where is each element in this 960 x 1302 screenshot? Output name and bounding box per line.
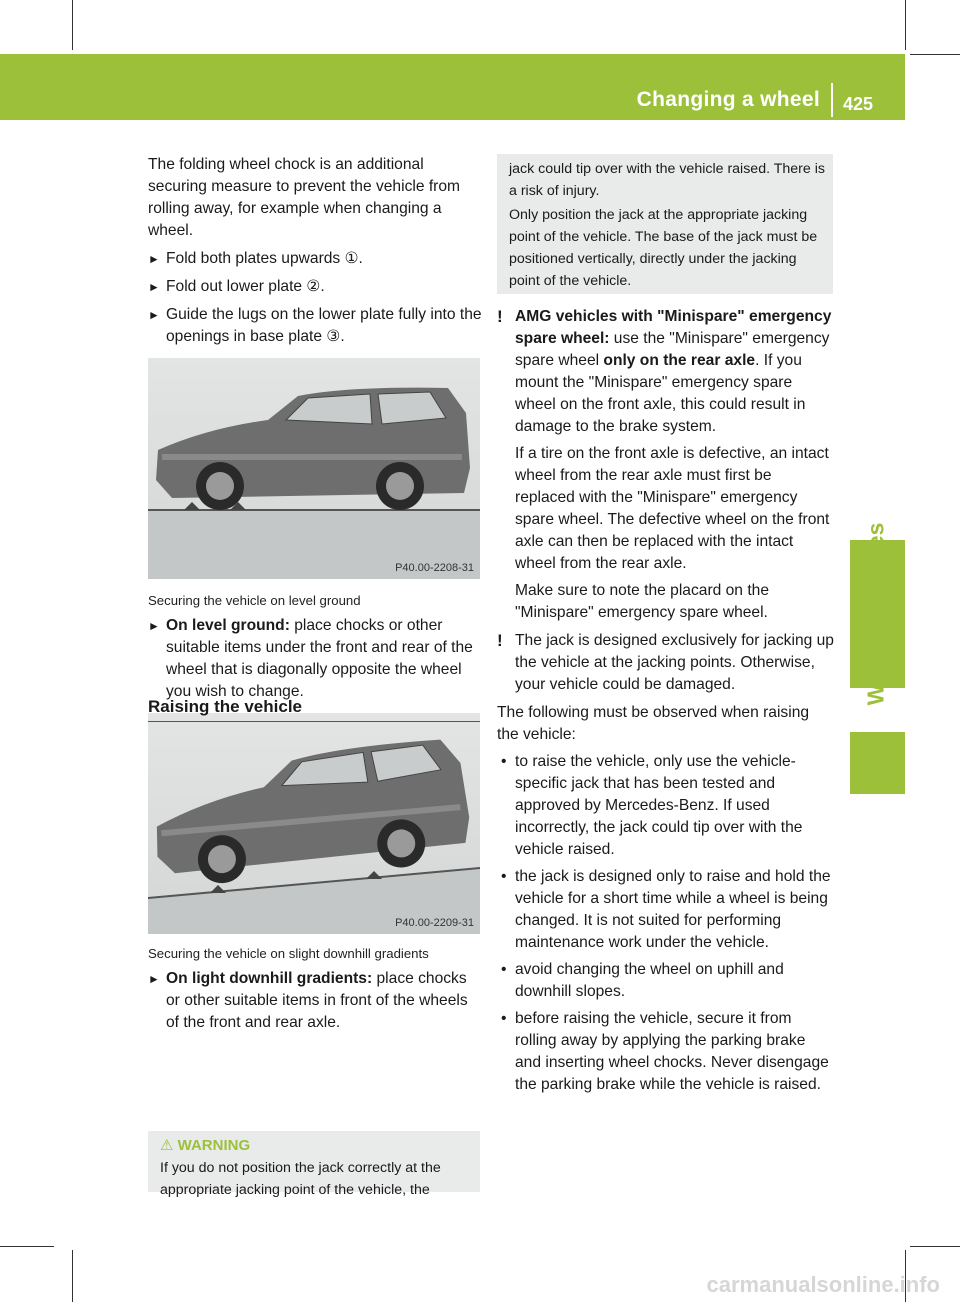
section-heading: Raising the vehicle xyxy=(148,697,302,716)
step-label: On level ground: xyxy=(166,617,290,634)
warning-heading xyxy=(160,1136,250,1154)
crop-mark xyxy=(905,0,906,50)
right-text-block xyxy=(497,306,835,1096)
note-text: use the "Minispare" emergency spare wheel xyxy=(515,330,830,369)
list-item xyxy=(497,959,835,1003)
page-number: 425 xyxy=(843,94,874,114)
warning-heading-text: WARNING xyxy=(177,1137,251,1154)
crop-mark xyxy=(72,1250,73,1302)
side-tab-label: Wheels and tires xyxy=(862,522,889,706)
list-item-text: the jack is designed only to raise and hold the vehicle for a short time while a wheel is being changed. It is not suited for performing maintenance work under the vehicle. xyxy=(515,868,831,951)
arrow-icon: ► xyxy=(148,972,160,986)
note-paragraph: Make sure to note the placard on the "Minispare" emergency spare wheel. xyxy=(515,582,769,621)
level-ground-step xyxy=(148,615,482,703)
note-jack-points xyxy=(497,630,835,696)
note-text: The jack is designed exclusively for jacking up the vehicle at the jacking points. Otherwise, your vehicle could be damaged. xyxy=(515,632,834,693)
step-label: On light downhill gradients: xyxy=(166,970,373,987)
crop-mark xyxy=(0,1246,54,1247)
step-item xyxy=(148,276,482,298)
left-intro-block xyxy=(148,154,482,348)
bullet-icon: • xyxy=(501,961,507,978)
list-item-text: before raising the vehicle, secure it from rolling away by applying the parking brake and inserting wheel chocks. Never disengage the parking brake while the vehicle is raised. xyxy=(515,1010,829,1093)
note-paragraph: If a tire on the front axle is defective, an intact wheel from the rear axle must first be replaced with the "Minispare" emergency spare wheel. The defective wheel on the front axle can then be replaced with the intact wheel from the rear axle. xyxy=(515,445,830,572)
step-text: Guide the lugs on the lower plate fully into the openings in base plate ③. xyxy=(166,306,482,345)
arrow-icon: ► xyxy=(148,308,160,322)
list-item-text: avoid changing the wheel on uphill and downhill slopes. xyxy=(515,961,784,1000)
arrow-icon: ► xyxy=(148,280,160,294)
list-item xyxy=(497,751,835,861)
note-amg-minispare xyxy=(497,306,835,624)
bullet-icon: • xyxy=(501,868,507,885)
list-item-text: to raise the vehicle, only use the vehicle-specific jack that has been tested and approved by Mercedes-Benz. If used incorrectly, the jack could tip over with the vehicle raised. xyxy=(515,753,803,858)
warning-icon: ⚠ xyxy=(160,1137,174,1154)
note-label: AMG vehicles with "Minispare" emergency spare wheel: xyxy=(515,308,832,347)
step-text: Fold out lower plate ②. xyxy=(166,278,325,295)
step-item xyxy=(148,968,482,1034)
crop-mark xyxy=(72,0,73,50)
notice-icon: ! xyxy=(497,307,503,326)
downhill-step xyxy=(148,968,482,1034)
vehicle-level-ground-image xyxy=(148,358,480,579)
notice-icon: ! xyxy=(497,631,503,650)
warning-box xyxy=(148,1131,480,1198)
step-item xyxy=(148,248,482,270)
suv-illustration xyxy=(148,358,480,579)
warning-text: jack could tip over with the vehicle raised. There is a risk of injury. xyxy=(509,161,825,199)
step-item xyxy=(148,615,482,703)
figure-caption: Securing the vehicle on slight downhill gradients xyxy=(148,946,429,961)
vehicle-downhill-image xyxy=(148,713,480,934)
suv-illustration xyxy=(148,713,480,934)
warning-text: Only position the jack at the appropriate jacking point of the vehicle. The base of the jack must be positioned vertically, directly under the jacking point of the vehicle. xyxy=(509,207,818,289)
step-item xyxy=(148,304,482,348)
crop-mark xyxy=(910,54,960,55)
section-rule xyxy=(148,721,480,722)
header-divider xyxy=(831,83,833,117)
intro-paragraph: The folding wheel chock is an additional securing measure to prevent the vehicle from rolling away, for example when changing a wheel. xyxy=(148,156,461,239)
figure-code: P40.00-2209-31 xyxy=(395,917,474,929)
observe-intro: The following must be observed when raising the vehicle: xyxy=(497,704,810,743)
bullet-icon: • xyxy=(501,1010,507,1027)
figure-caption: Securing the vehicle on level ground xyxy=(148,593,361,608)
list-item xyxy=(497,1008,835,1096)
watermark: carmanualsonline.info xyxy=(706,1272,940,1297)
warning-text: If you do not position the jack correctly at the appropriate jacking point of the vehicle, the xyxy=(160,1160,441,1198)
note-text: . If you mount the "Minispare" emergency spare wheel on the front axle, this could result in damage to the brake system. xyxy=(515,352,806,435)
page-title: Changing a wheel xyxy=(636,88,820,111)
list-item xyxy=(497,866,835,954)
step-text: place chocks or other suitable items in front of the wheels of the front and rear axle. xyxy=(166,970,468,1031)
arrow-icon: ► xyxy=(148,252,160,266)
side-tab-block xyxy=(850,732,905,794)
arrow-icon: ► xyxy=(148,619,160,633)
crop-mark xyxy=(910,1246,960,1247)
note-emphasis: only on the rear axle xyxy=(603,352,756,369)
bullet-icon: • xyxy=(501,753,507,770)
figure-code: P40.00-2208-31 xyxy=(395,562,474,574)
warning-box-continued xyxy=(497,154,833,294)
step-text: Fold both plates upwards ①. xyxy=(166,250,363,267)
step-text: place chocks or other suitable items under the front and rear of the wheel that is diagonally opposite the wheel you wish to change. xyxy=(166,617,473,700)
